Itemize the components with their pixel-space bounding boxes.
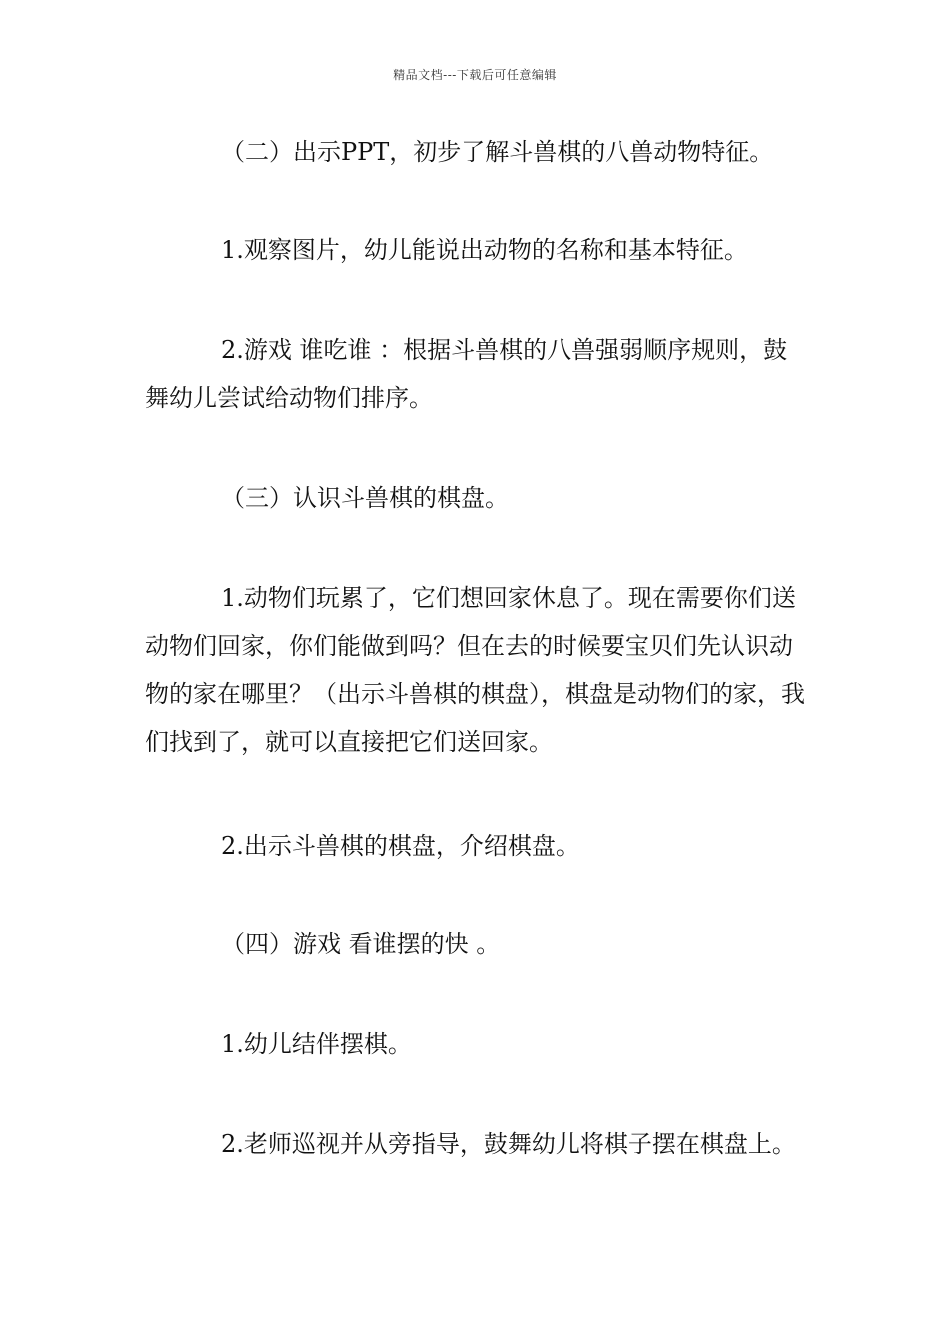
paragraph: 1.观察图片，幼儿能说出动物的名称和基本特征。 — [221, 236, 748, 264]
paragraph: 2.出示斗兽棋的棋盘，介绍棋盘。 — [221, 832, 580, 860]
section-heading-3: （三）认识斗兽棋的棋盘。 — [221, 484, 509, 512]
paragraph: 2.老师巡视并从旁指导，鼓舞幼儿将棋子摆在棋盘上。 — [221, 1130, 796, 1158]
paragraph: 1.幼儿结伴摆棋。 — [221, 1030, 412, 1058]
page-header: 精品文档---下载后可任意编辑 — [393, 68, 557, 82]
paragraph: 2.游戏 谁吃谁 ：根据斗兽棋的八兽强弱顺序规则，鼓舞幼儿尝试给动物们排序。 — [145, 336, 788, 412]
section-heading-4: （四）游戏 看谁摆的快 。 — [221, 930, 501, 958]
paragraph: 1.动物们玩累了，它们想回家休息了。现在需要你们送动物们回家，你们能做到吗？但在去的时候要宝贝们先认识动物的家在哪里？（出示斗兽棋的棋盘），棋盘是动物们的家，我们找到了，就可以直接把它们送回家。 — [145, 584, 805, 756]
section-heading-2: （二）出示PPT，初步了解斗兽棋的八兽动物特征。 — [221, 138, 774, 166]
